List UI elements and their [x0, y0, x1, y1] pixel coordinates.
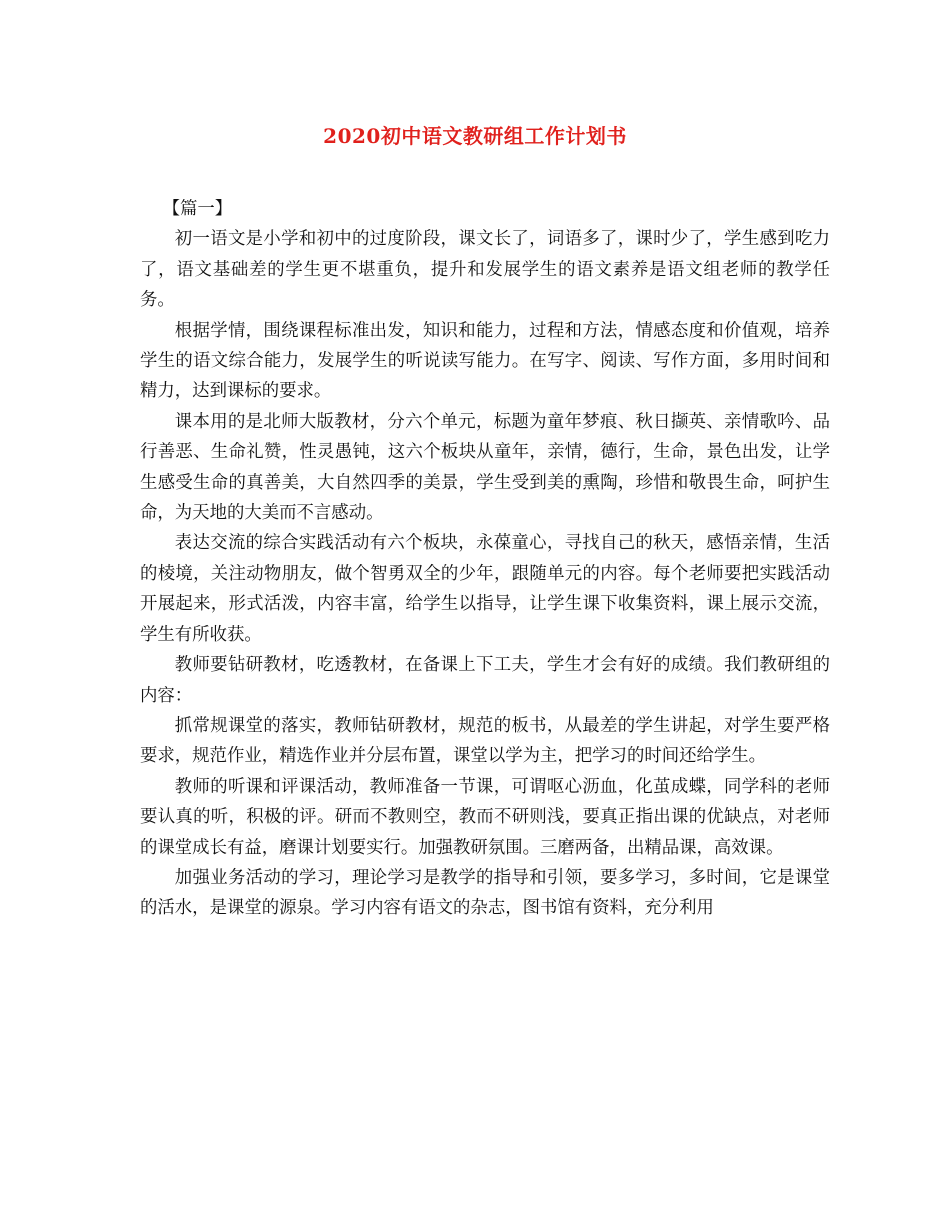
paragraph-8: 加强业务活动的学习，理论学习是教学的指导和引领，要多学习，多时间，它是课堂的活水，是课堂的源泉。学习内容有语文的杂志，图书馆有资料，充分利用: [140, 867, 830, 919]
paragraph-1: 初一语文是小学和初中的过度阶段，课文长了，词语多了，课时少了，学生感到吃力了，语文基础差的学生更不堪重负，提升和发展学生的语文素养是语文组老师的教学任务。: [140, 229, 830, 311]
paragraph-2: 根据学情，围绕课程标准出发，知识和能力，过程和方法，情感态度和价值观，培养学生的语文综合能力，发展学生的听说读写能力。在写字、阅读、写作方面，多用时间和精力，达到课标的要求。: [140, 320, 830, 402]
document-body: [140, 194, 830, 924]
paragraph-3: 课本用的是北师大版教材，分六个单元，标题为童年梦痕、秋日撷英、亲情歌吟、品行善恶、生命礼赞，性灵愚钝，这六个板块从童年，亲情，德行，生命，景色出发，让学生感受生命的真善美，大自然四季的美景，学生受到美的熏陶，珍惜和敬畏生命，呵护生命，为天地的大美而不言感动。: [140, 411, 830, 524]
paragraph-7: 教师的听课和评课活动，教师准备一节课，可谓呕心沥血，化茧成蝶，同学科的老师要认真的听，积极的评。研而不教则空，教而不研则浅，要真正指出课的优缺点，对老师的课堂成长有益，磨课计划要实行。加强教研氛围。三磨两备，出精品课，高效课。: [140, 776, 830, 858]
paragraph-5: 教师要钻研教材，吃透教材，在备课上下工夫，学生才会有好的成绩。我们教研组的内容：: [140, 655, 830, 706]
section-label: 【篇一】: [162, 199, 233, 219]
paragraph-4: 表达交流的综合实践活动有六个板块，永葆童心，寻找自己的秋天，感悟亲情，生活的棱境，关注动物朋友，做个智勇双全的少年，跟随单元的内容。每个老师要把实践活动开展起来，形式活泼，内容丰富，给学生以指导，让学生课下收集资料，课上展示交流，学生有所收获。: [140, 533, 830, 645]
document-title: 2020初中语文教研组工作计划书: [323, 124, 627, 148]
paragraph-6: 抓常规课堂的落实，教师钻研教材，规范的板书，从最差的学生讲起，对学生要严格要求，规范作业，精选作业并分层布置，课堂以学为主，把学习的时间还给学生。: [140, 715, 830, 767]
